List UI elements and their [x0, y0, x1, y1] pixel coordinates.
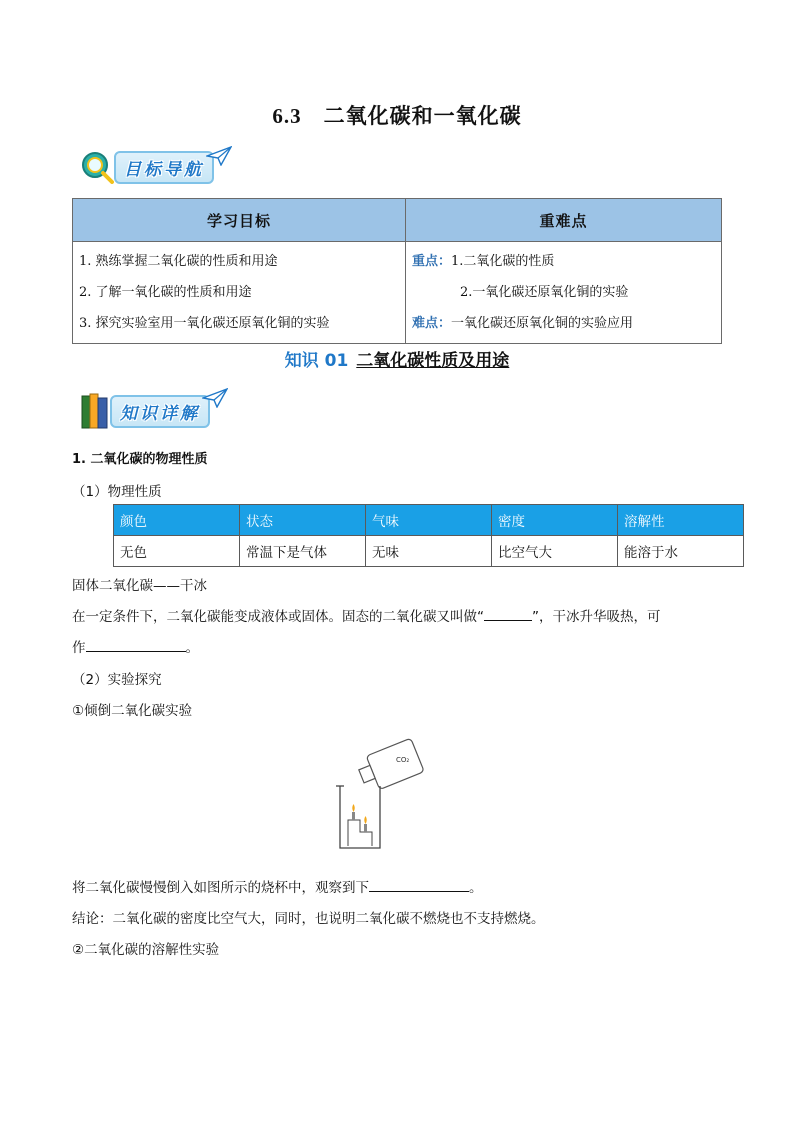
properties-header-row — [114, 505, 744, 536]
section-main-title: 二氧化碳性质及用途 — [356, 351, 510, 371]
key-label: 重点： — [412, 254, 452, 269]
goal-item: 2. 了解一氧化碳的性质和用途 — [79, 285, 252, 300]
paper-plane-icon — [202, 388, 228, 408]
flame-icon — [352, 804, 355, 812]
properties-header-cell: 气味 — [366, 505, 492, 536]
paragraph-dry-ice-part-a: 在一定条件下，二氧化碳能变成液体或固体。固态的二氧化碳又叫做“ — [72, 609, 484, 625]
paragraph-observation — [72, 876, 483, 896]
goals-table — [72, 198, 722, 344]
goals-list — [73, 242, 406, 344]
properties-header-cell: 溶解性 — [618, 505, 744, 536]
paper-plane-icon — [206, 146, 232, 166]
goals-badge — [80, 150, 232, 184]
pour-co2-figure — [330, 732, 430, 852]
properties-value-cell: 常温下是气体 — [240, 536, 366, 567]
experiment-2-title: ②二氧化碳的溶解性实验 — [72, 942, 220, 958]
properties-value-cell: 无味 — [366, 536, 492, 567]
heading-physical-properties: 1. 二氧化碳的物理性质 — [72, 452, 208, 467]
experiment-1-title: ①倾倒二氧化碳实验 — [72, 703, 193, 719]
fill-blank[interactable] — [484, 606, 532, 621]
candle — [352, 812, 355, 820]
paragraph-observation-end: 。 — [469, 880, 483, 896]
goal-item: 3. 探究实验室用一氧化碳还原氧化铜的实验 — [79, 316, 330, 331]
properties-header-cell: 颜色 — [114, 505, 240, 536]
paragraph-dry-ice-part-c: 作 — [72, 640, 86, 656]
paragraph-dry-ice — [72, 605, 661, 625]
conclusion-line: 结论：二氧化碳的密度比空气大，同时，也说明二氧化碳不燃烧也不支持燃烧。 — [72, 911, 545, 927]
section-prefix: 知识 01 — [284, 351, 349, 371]
title-number: 6.3 — [272, 104, 302, 128]
properties-value-cell: 比空气大 — [492, 536, 618, 567]
goal-item: 1. 熟练掌握二氧化碳的性质和用途 — [79, 254, 278, 269]
fill-blank[interactable] — [86, 637, 186, 652]
subheading-experiment: （2）实验探究 — [72, 672, 162, 688]
goals-badge-label: 目标导航 — [114, 151, 214, 184]
knowledge-badge-label: 知识详解 — [110, 395, 210, 428]
difficult-label: 难点： — [412, 316, 452, 331]
flame-icon — [364, 816, 367, 824]
properties-value-cell: 能溶于水 — [618, 536, 744, 567]
dry-ice-line: 固体二氧化碳——干冰 — [72, 578, 207, 594]
books-icon — [80, 392, 110, 430]
key-point: 2.一氧化碳还原氧化铜的实验 — [460, 285, 629, 300]
beaker — [340, 786, 380, 848]
properties-header-cell: 密度 — [492, 505, 618, 536]
page-title — [0, 100, 794, 130]
properties-header-cell: 状态 — [240, 505, 366, 536]
paragraph-dry-ice-cont — [72, 636, 199, 656]
goals-header-objectives: 学习目标 — [73, 199, 406, 242]
gas-bottle — [355, 738, 424, 794]
title-text: 二氧化碳和一氧化碳 — [323, 104, 522, 128]
paragraph-dry-ice-part-b: ”，干冰升华吸热，可 — [532, 609, 661, 625]
difficult-point: 一氧化碳还原氧化铜的实验应用 — [451, 316, 634, 331]
paragraph-dry-ice-part-d: 。 — [185, 640, 199, 656]
subheading-physical-properties: （1）物理性质 — [72, 484, 162, 500]
magnifier-icon — [80, 150, 114, 184]
properties-table — [113, 504, 744, 567]
properties-value-row — [114, 536, 744, 567]
goals-header-keypoints: 重难点 — [406, 199, 722, 242]
section-title — [0, 346, 794, 371]
candle — [364, 824, 367, 832]
key-point: 1.二氧化碳的性质 — [451, 254, 555, 269]
properties-value-cell: 无色 — [114, 536, 240, 567]
paragraph-observation-text: 将二氧化碳慢慢倒入如图所示的烧杯中，观察到下 — [72, 880, 369, 896]
knowledge-badge — [80, 392, 228, 430]
keypoints-list — [406, 242, 722, 344]
co2-label: CO₂ — [396, 756, 410, 764]
fill-blank[interactable] — [369, 877, 469, 892]
